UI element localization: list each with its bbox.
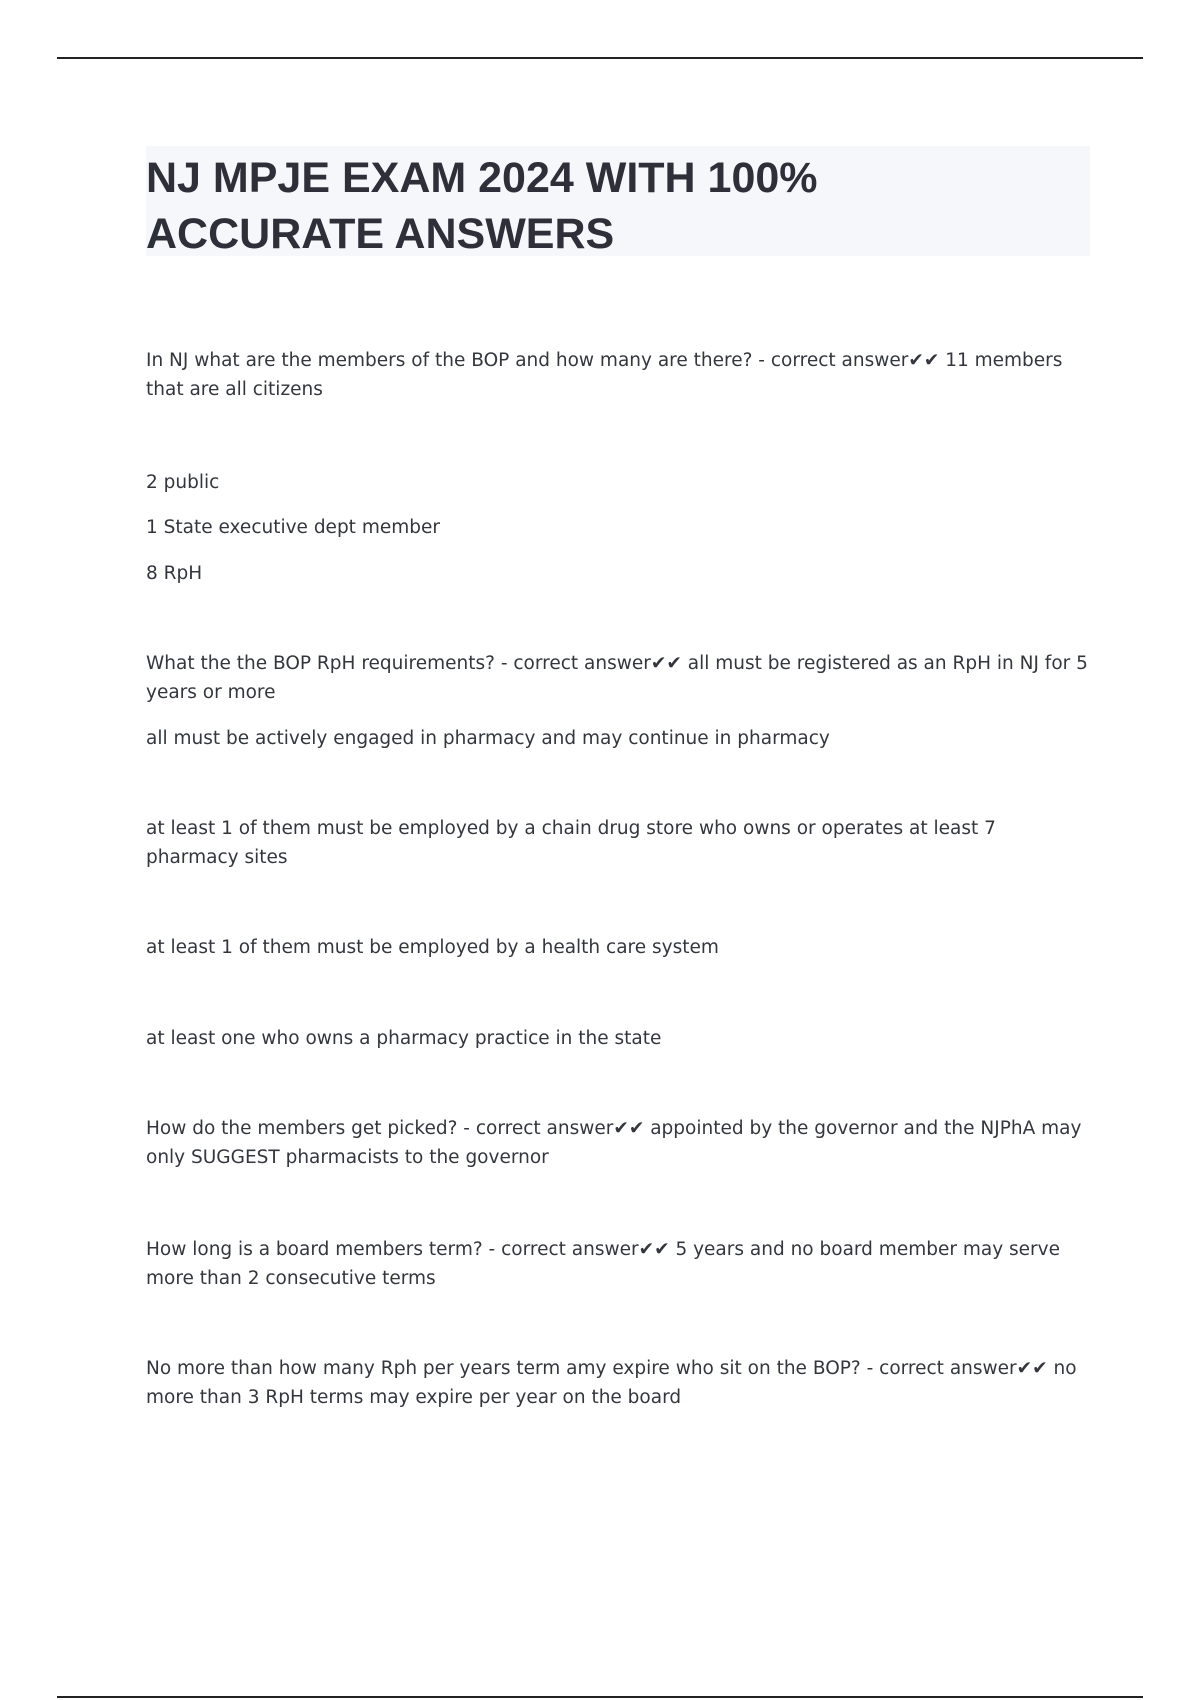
qa-paragraph-7: at least 1 of them must be employed by a chain drug store who owns or operates at least 7 pharmacy sites: [146, 818, 996, 868]
qa-paragraph-2: 2 public: [146, 472, 220, 493]
qa-paragraph-4: 8 RpH: [146, 563, 203, 584]
bottom-divider: [57, 1696, 1143, 1698]
qa-paragraph-12: No more than how many Rph per years term amy expire who sit on the BOP? - correct answer✔✔ no more than 3 RpH terms may expire per year on the board: [146, 1358, 1077, 1408]
title-line-2: ACCURATE ANSWERS: [146, 210, 615, 258]
qa-paragraph-5: What the the BOP RpH requirements? - correct answer✔✔ all must be registered as an RpH in NJ for 5 years or more: [146, 653, 1088, 703]
qa-paragraph-10: How do the members get picked? - correct answer✔✔ appointed by the governor and the NJPhA may only SUGGEST pharmacists to the governor: [146, 1118, 1082, 1168]
qa-paragraph-3: 1 State executive dept member: [146, 517, 440, 538]
document-title: [146, 150, 818, 262]
top-divider: [57, 57, 1143, 59]
qa-paragraph-11: How long is a board members term? - correct answer✔✔ 5 years and no board member may serve more than 2 consecutive terms: [146, 1239, 1060, 1289]
title-line-1: NJ MPJE EXAM 2024 WITH 100%: [146, 154, 818, 202]
title-banner: [146, 146, 1090, 256]
qa-paragraph-9: at least one who owns a pharmacy practice in the state: [146, 1028, 662, 1049]
qa-paragraph-1: In NJ what are the members of the BOP and how many are there? - correct answer✔✔ 11 members that are all citizens: [146, 350, 1063, 400]
qa-paragraph-6: all must be actively engaged in pharmacy and may continue in pharmacy: [146, 728, 830, 749]
qa-paragraph-8: at least 1 of them must be employed by a health care system: [146, 937, 719, 958]
